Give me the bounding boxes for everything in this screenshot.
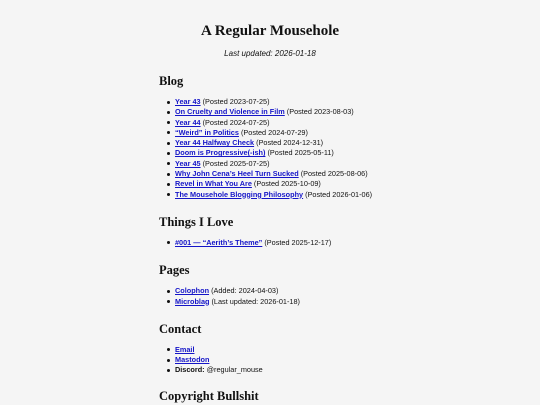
blog-link[interactable]: Year 44 Halfway Check — [175, 138, 255, 148]
main-content — [159, 74, 519, 403]
blog-link[interactable]: Year 45 — [175, 158, 201, 168]
blog-date: (Posted 2024-12-31) — [254, 138, 324, 148]
blog-date: (Posted 2025-08-06) — [298, 169, 368, 179]
blog-link[interactable]: Doom is Progressive(-ish) — [175, 148, 266, 158]
contact-item — [175, 355, 519, 365]
discord-handle: @regular_mouse — [204, 365, 263, 375]
things-heading: Things I Love — [159, 214, 234, 229]
things-date: (Posted 2025-12-17) — [262, 237, 332, 247]
email-link[interactable]: Email — [175, 344, 195, 354]
blog-item — [175, 128, 519, 138]
microblag-link[interactable]: Microblag — [175, 296, 210, 306]
blog-item — [175, 190, 519, 200]
microblag-date: (Last updated: 2026-01-18) — [209, 296, 300, 306]
things-link[interactable]: #001 — “Aerith’s Theme” — [175, 237, 263, 247]
contact-list — [159, 345, 519, 376]
blog-item — [175, 159, 519, 169]
blog-date: (Posted 2024-07-25) — [200, 117, 270, 127]
pages-heading: Pages — [159, 263, 190, 278]
contact-heading: Contact — [159, 321, 202, 336]
blog-item — [175, 107, 519, 117]
blog-item — [175, 179, 519, 189]
blog-item — [175, 148, 519, 158]
blog-link[interactable]: The Mousehole Blogging Philosophy — [175, 189, 304, 199]
blog-date: (Posted 2025-07-25) — [200, 158, 270, 168]
things-item — [175, 238, 519, 248]
blog-date: (Posted 2024-07-29) — [238, 127, 308, 137]
blog-section — [159, 74, 519, 200]
contact-item — [175, 365, 519, 375]
colophon-link[interactable]: Colophon — [175, 286, 210, 296]
last-updated: Last updated: 2026-01-18 — [224, 49, 316, 58]
contact-section — [159, 322, 519, 376]
blog-heading: Blog — [159, 74, 184, 88]
blog-date: (Posted 2025-05-11) — [265, 148, 334, 158]
blog-link[interactable]: On Cruelty and Violence in Film — [175, 107, 285, 117]
colophon-date: (Added: 2024-04-03) — [209, 286, 279, 296]
blog-link[interactable]: Year 43 — [175, 97, 201, 106]
blog-item — [175, 118, 519, 128]
blog-item — [175, 97, 519, 107]
blog-item — [175, 169, 519, 179]
blog-date: (Posted 2026-01-06) — [303, 189, 373, 199]
blog-item — [175, 138, 519, 148]
pages-section — [159, 263, 519, 307]
blog-link[interactable]: Why John Cena’s Heel Turn Sucked — [175, 169, 299, 179]
blog-link[interactable]: Year 44 — [175, 117, 201, 127]
copyright-section — [159, 389, 519, 403]
pages-list — [159, 286, 519, 307]
blog-link[interactable]: Revel in What You Are — [175, 179, 252, 189]
blog-list — [159, 97, 519, 200]
discord-label: Discord: — [175, 365, 205, 375]
copyright-heading: Copyright Bullshit — [159, 388, 259, 403]
blog-date: (Posted 2025-10-09) — [251, 179, 321, 189]
blog-date: (Posted 2023-08-03) — [284, 107, 354, 117]
pages-item — [175, 297, 519, 307]
things-list — [159, 238, 519, 248]
things-section — [159, 215, 519, 248]
site-title: A Regular Mousehole — [200, 23, 340, 39]
contact-item — [175, 345, 519, 355]
blog-date: (Posted 2023-07-25) — [200, 97, 270, 106]
mastodon-link[interactable]: Mastodon — [175, 355, 210, 365]
blog-link[interactable]: “Weird” in Politics — [175, 127, 239, 137]
pages-item — [175, 286, 519, 296]
